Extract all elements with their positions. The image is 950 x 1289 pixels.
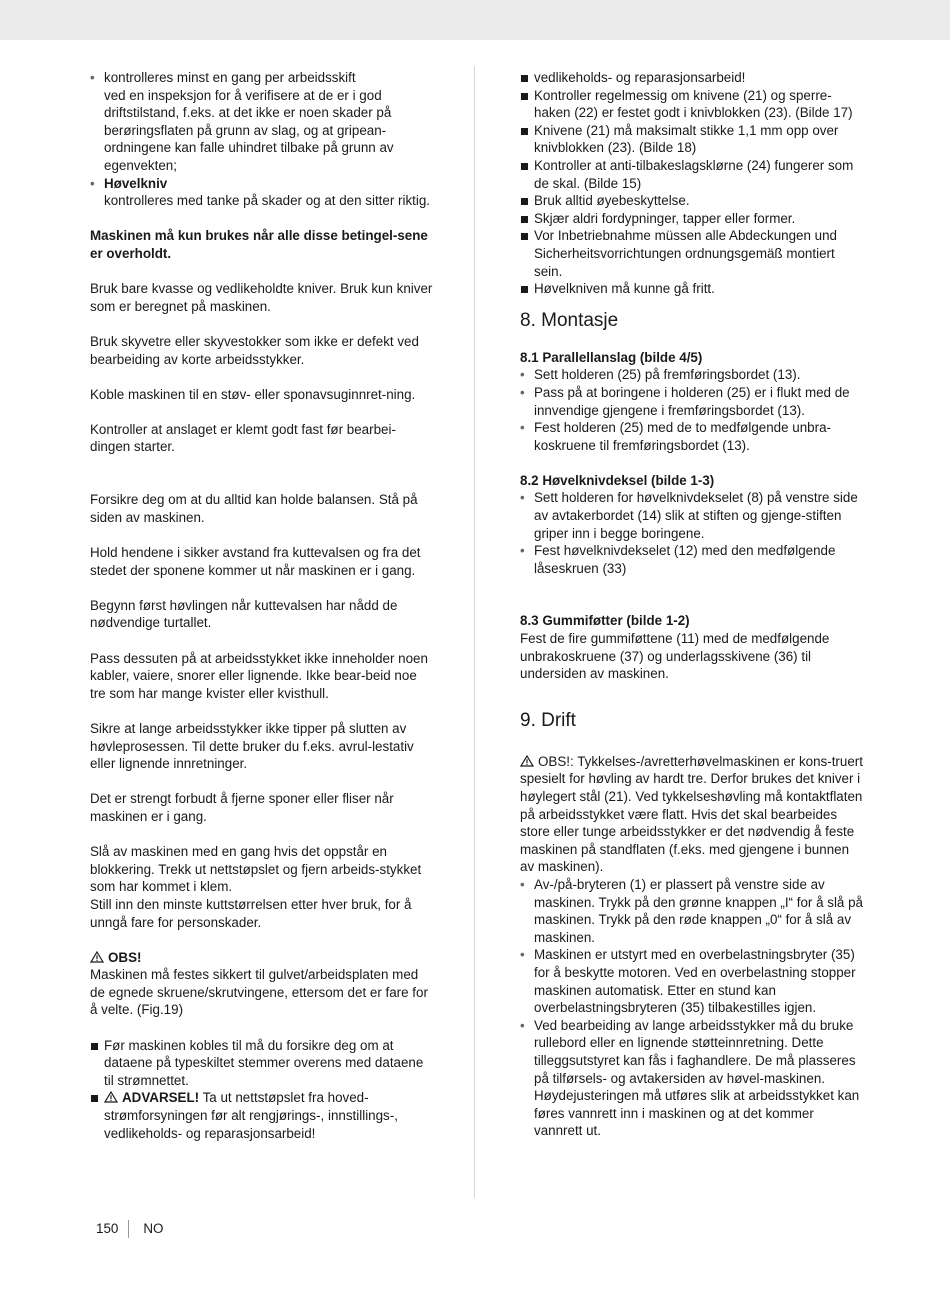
list-item: • Fest holderen (25) med de to medfølgende unbra-koskruene til fremføringsbordet (13).: [520, 419, 865, 454]
advarsel-text: Ta ut nettstøpslet fra hoved-strømforsyningen før alt rengjørings-, innstillings-, vedlikeholds- og reparasjonsarbeid!: [104, 1090, 398, 1141]
paragraph: Det er strengt forbudt å fjerne sponer eller fliser når maskinen er i gang.: [90, 791, 394, 824]
paragraph: Slå av maskinen med en gang hvis det oppstår en blokkering. Trekk ut nettstøpslet og fjern arbeids-stykket som har kommet i klem.: [90, 844, 422, 895]
bullet-list: [520, 489, 865, 577]
paragraph: Still inn den minste kuttstørrelsen etter hver bruk, for å unngå fare for personskader.: [90, 896, 412, 930]
left-column: [90, 69, 435, 1142]
list-item: • Sett holderen (25) på fremføringsbordet (13).: [520, 366, 865, 384]
list-item: Bruk alltid øyebeskyttelse.: [520, 192, 865, 210]
top-bar: [0, 0, 950, 40]
safety-list: [520, 69, 865, 298]
list-item: Kontroller regelmessig om knivene (21) og sperre-haken (22) er festet godt i knivblokken (23). (Bilde 17): [520, 87, 865, 122]
list-item: • Av-/på-bryteren (1) er plassert på venstre side av maskinen. Trykk på den grønne knappen „I“ for å slå på maskinen. Trykk på den røde knappen „0“ for å slå av maskinen.: [520, 876, 865, 946]
list-item: Knivene (21) må maksimalt stikke 1,1 mm opp over knivblokken (23). (Bilde 18): [520, 122, 865, 157]
paragraph: Koble maskinen til en støv- eller sponavsuginnret-ning.: [90, 386, 416, 402]
list-item: Høvelkniven må kunne gå fritt.: [520, 280, 865, 298]
subsection-title: 8.2 Høvelknivdeksel (bilde 1-3): [520, 472, 715, 488]
list-item: Vor Inbetriebnahme müssen alle Abdeckungen und Sicherheitsvorrichtungen ordnungsgemäß montiert sein.: [520, 227, 865, 280]
page-footer: [96, 1220, 163, 1238]
list-item-lead: • kontrolleres minst en gang per arbeidsskift: [104, 70, 356, 85]
list-item: • Maskinen er utstyrt med en overbelastningsbryter (35) for å beskytte motoren. Ved en overbelastning stopper maskinen automatisk. Etter en stund kan overbelastningsbryteren (35) tilbakestilles igjen.: [520, 946, 865, 1016]
list-item: [90, 175, 435, 210]
list-item: [90, 69, 435, 175]
list-item: Kontroller at anti-tilbakeslagsklørne (24) fungerer som de skal. (Bilde 15): [520, 157, 865, 192]
section-heading-drift: 9. Drift: [520, 709, 576, 731]
column-divider: [474, 66, 475, 1198]
obs-text: Maskinen må festes sikkert til gulvet/arbeidsplaten med de egnede skruene/skrutvingene, ettersom det er fare for å velte. (Fig.19): [90, 967, 428, 1018]
paragraph: Bruk skyvetre eller skyvestokker som ikke er defekt ved bearbeiding av korte arbeidsstykker.: [90, 333, 419, 367]
obs-paragraph: [520, 753, 865, 876]
list-item: Før maskinen kobles til må du forsikre deg om at dataene på typeskiltet stemmer overens med dataene til strømnettet.: [90, 1037, 435, 1090]
right-column: [520, 69, 865, 1140]
list-item-text: kontrolleres med tanke på skader og at den sitter riktig.: [104, 193, 431, 209]
warning-icon: [90, 951, 104, 963]
list-item: • Fest høvelknivdekselet (12) med den medfølgende låseskruen (33): [520, 542, 865, 577]
bullet-list: [520, 876, 865, 1140]
list-item: [90, 1089, 435, 1142]
bullet-list: [520, 366, 865, 454]
paragraph: Forsikre deg om at du alltid kan holde balansen. Stå på siden av maskinen.: [90, 492, 418, 525]
paragraph: Bruk bare kvasse og vedlikeholdte kniver. Bruk kun kniver som er beregnet på maskinen.: [90, 281, 433, 314]
obs-heading: [90, 949, 435, 967]
paragraph: Hold hendene i sikker avstand fra kuttevalsen og fra det stedet der sponene kommer ut når maskinen er i gang.: [90, 545, 421, 578]
list-item: • Pass på at boringene i holderen (25) er i flukt med de innvendige gjengene i fremføringsbordet (13).: [520, 384, 865, 419]
conditions-paragraph: Maskinen må kun brukes når alle disse betingel-sene er overholdt.: [90, 228, 428, 261]
paragraph: Sikre at lange arbeidsstykker ikke tipper på slutten av høvleprosessen. Til dette bruker du f.eks. avrul-lestativ eller lignende innretninger.: [90, 720, 414, 772]
paragraph: Begynn først høvlingen når kuttevalsen har nådd de nødvendige turtallet.: [90, 597, 398, 631]
subsection-title: 8.1 Parallellanslag (bilde 4/5): [520, 349, 703, 365]
paragraph: Kontroller at anslaget er klemt godt fast før bearbei-dingen starter.: [90, 421, 396, 455]
list-item-title: • Høvelkniv: [104, 175, 168, 191]
obs-text: OBS!: Tykkelses-/avretterhøvelmaskinen er kons-truert spesielt for høvling av hardt tre. Derfor brukes det kniver i høylegert stål (21). Ved tykkelseshøvling må kontaktflaten på arbeidsstykket være flatt. Hvis det skal bearbeides store eller tunge arbeidsstykker er det nødvendig å feste maskinen på standflaten (f.eks. med gjengene i bunnen av maskinen).: [520, 753, 863, 875]
advarsel-title: ADVARSEL!: [122, 1090, 200, 1106]
page-number: 150: [96, 1220, 129, 1238]
list-item: vedlikeholds- og reparasjonsarbeid!: [520, 69, 865, 87]
subsection-title: 8.3 Gummiføtter (bilde 1-2): [520, 613, 690, 629]
paragraph: Fest de fire gummiføttene (11) med de medfølgende unbrakoskruene (37) og underlagsskivene (36) til undersiden av maskinen.: [520, 631, 830, 682]
list-item: • Ved bearbeiding av lange arbeidsstykker må du bruke rullebord eller en lignende støtteinnretning. Dette tilleggsutstyret kan fås i faghandlere. De må plasseres på tilførsels- og avtakersiden av høvel-maskinen. Høydejusteringen må utføres slik at arbeidsstykket kan føres vannrett inn i maskinen og at det kommer vannrett ut.: [520, 1017, 865, 1140]
obs-title: OBS!: [108, 949, 142, 965]
paragraph: Pass dessuten på at arbeidsstykket ikke inneholder noen kabler, vaiere, snorer eller lignende. Ikke bear-beid noe tre som har mange kvister eller kvisthull.: [90, 650, 428, 701]
list-item: Skjær aldri fordypninger, tapper eller former.: [520, 210, 865, 228]
list-item-text: ved en inspeksjon for å verifisere at de er i god driftstilstand, f.eks. at det ikke er noen skader på berøringsflaten på grunn av slag, og at gripean-ordningene kan falle uhindret tilbake på grunn av egenvekten;: [104, 87, 394, 173]
warning-icon: [104, 1091, 118, 1103]
section-heading-montasje: 8. Montasje: [520, 309, 619, 331]
warning-icon: [520, 755, 534, 767]
list-item: • Sett holderen for høvelknivdekselet (8) på venstre side av avtakerbordet (14) slik at stiften og gjenge-stiften griper inn i begge boringene.: [520, 489, 865, 542]
safety-list: [90, 1037, 435, 1143]
check-list: [90, 69, 435, 210]
language-code: NO: [143, 1221, 164, 1236]
